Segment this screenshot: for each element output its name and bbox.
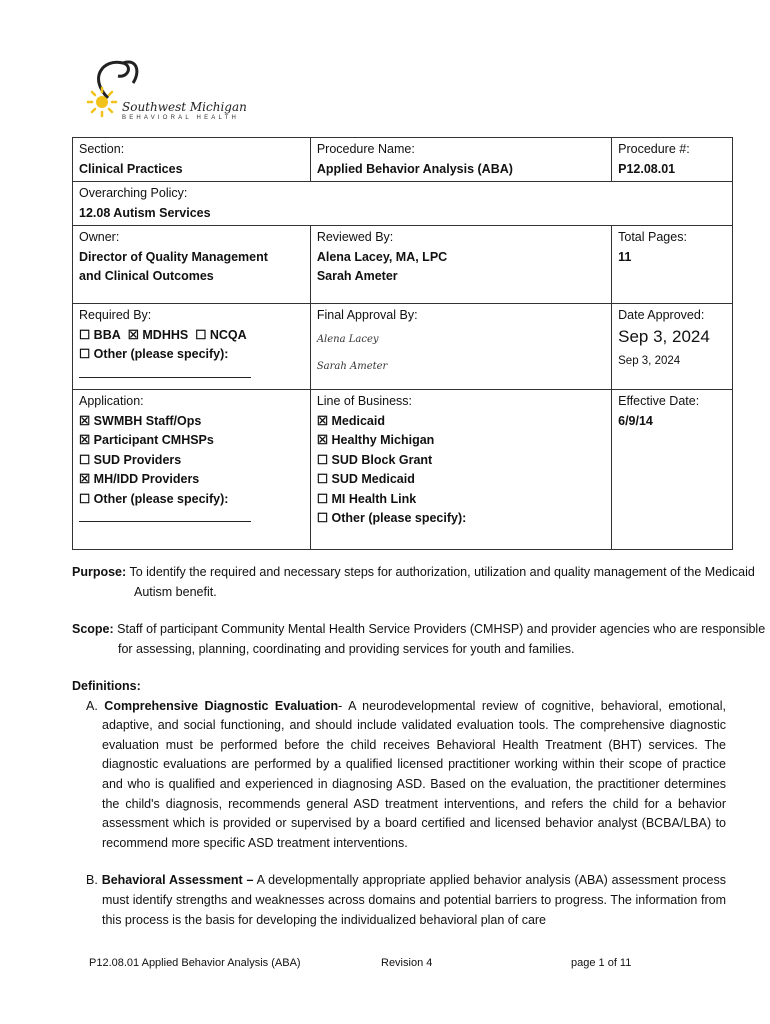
required-by-label: Required By: xyxy=(79,308,152,322)
total-pages-label: Total Pages: xyxy=(618,230,687,244)
procedure-number-value: P12.08.01 xyxy=(618,161,676,176)
checkbox-bba[interactable]: ☐ BBA xyxy=(79,327,121,342)
policy-label: Overarching Policy: xyxy=(79,186,188,200)
reviewer-2: Sarah Ameter xyxy=(316,269,398,283)
owner-value-line1: Director of Quality Management xyxy=(79,249,268,264)
definition-a-term: Comprehensive Diagnostic Evaluation xyxy=(104,698,339,713)
final-approval-cell xyxy=(310,304,611,390)
checkbox-ncqa[interactable]: ☐ NCQA xyxy=(195,327,247,342)
procedure-name-label: Procedure Name: xyxy=(316,142,415,156)
procedure-number-label: Procedure #: xyxy=(618,142,690,156)
definition-b-marker: B. xyxy=(86,873,98,888)
date-approved-cell xyxy=(612,304,733,390)
date-approved-label: Date Approved: xyxy=(618,308,705,322)
line-of-business-label: Line of Business: xyxy=(316,394,413,408)
procedure-name-cell xyxy=(310,138,611,182)
table-row xyxy=(73,226,733,304)
checkbox-mh-idd[interactable]: ☒ MH/IDD Providers xyxy=(79,472,200,486)
definitions-heading: Definitions: xyxy=(72,679,141,693)
checkbox-sud-block-grant[interactable]: ☐ SUD Block Grant xyxy=(316,452,433,467)
scope-text: Staff of participant Community Mental Health Service Providers (CMHSP) and provider agencies who are responsible for assessing, planning, coordinating and providing services for youth and families. xyxy=(117,622,766,656)
signature-1: Alena Lacey xyxy=(316,333,379,345)
purpose-paragraph xyxy=(72,563,770,602)
effective-date-label: Effective Date: xyxy=(618,394,700,408)
checkbox-app-other[interactable]: ☐ Other (please specify): xyxy=(79,491,229,506)
section-cell xyxy=(73,138,311,182)
checkbox-swmbh[interactable]: ☒ SWMBH Staff/Ops xyxy=(79,413,202,428)
owner-cell xyxy=(73,226,311,304)
effective-date-value: 6/9/14 xyxy=(618,413,653,428)
section-label: Section: xyxy=(79,142,125,156)
procedure-name-value: Applied Behavior Analysis (ABA) xyxy=(316,161,513,176)
specify-line[interactable] xyxy=(79,509,251,522)
definitions-section xyxy=(72,677,726,930)
reviewer-1: Alena Lacey, MA, LPC xyxy=(316,249,448,264)
checkbox-mdhhs[interactable]: ☒ MDHHS xyxy=(127,327,189,342)
signature-2: Sarah Ameter xyxy=(316,361,388,372)
definition-a-marker: A. xyxy=(86,698,98,713)
footer-revision: Revision 4 xyxy=(381,957,433,969)
line-of-business-cell xyxy=(310,390,611,550)
table-row xyxy=(73,138,733,182)
policy-value: 12.08 Autism Services xyxy=(79,205,211,220)
section-value: Clinical Practices xyxy=(79,161,183,176)
required-options xyxy=(79,326,304,346)
purpose-text: To identify the required and necessary steps for authorization, utilization and quality management of the Medicaid Autism benefit. xyxy=(129,565,755,599)
total-pages-cell xyxy=(612,226,733,304)
definition-a xyxy=(72,697,726,854)
checkbox-sud-medicaid[interactable]: ☐ SUD Medicaid xyxy=(316,472,415,486)
table-row xyxy=(73,390,733,550)
definition-a-text: - A neurodevelopmental review of cognitive, behavioral, emotional, adaptive, and social functioning, and should include validated evaluation tools. The comprehensive diagnostic evaluation must be performed before the child receives Behavioral Health Treatment (BHT) services. The diagnostic evaluations are performed by a qualified licensed practitioner working within their scope of practice and who is qualified and experienced in diagnosing ASD. Based on the evaluation, the practitioner determines the child's diagnosis, recommends general ASD treatment interventions, and refers the child for a behavior assessment which is provided or supervised by a board certified and licensed behavior analyst (BCBA/LBA) to recommend more specific ASD treatment interventions. xyxy=(102,698,726,850)
definition-b xyxy=(72,871,726,930)
checkbox-sud-providers[interactable]: ☐ SUD Providers xyxy=(79,452,182,467)
date-approved-value: Sep 3, 2024 xyxy=(618,326,710,346)
definition-b-text: A developmentally appropriate applied behavior analysis (ABA) assessment process must identify strengths and weaknesses across domains and potential barriers to progress. The information from this process is the basis for developing the individualized behavioral plan of care xyxy=(102,873,726,927)
checkbox-mi-health-link[interactable]: ☐ MI Health Link xyxy=(316,491,417,506)
required-by-cell xyxy=(73,304,311,390)
reviewed-label: Reviewed By: xyxy=(316,230,394,244)
policy-cell xyxy=(73,182,733,226)
checkbox-other[interactable]: ☐ Other (please specify): xyxy=(79,347,229,361)
owner-label: Owner: xyxy=(79,230,120,244)
checkbox-medicaid[interactable]: ☒ Medicaid xyxy=(316,413,385,428)
final-approval-label: Final Approval By: xyxy=(316,308,418,322)
checkbox-lob-other[interactable]: ☐ Other (please specify): xyxy=(316,511,467,525)
application-label: Application: xyxy=(79,394,144,408)
effective-date-cell xyxy=(612,390,733,550)
date-approved-small: Sep 3, 2024 xyxy=(618,354,681,367)
total-pages-value: 11 xyxy=(618,249,632,264)
logo-subtitle: BEHAVIORAL HEALTH xyxy=(122,115,239,121)
organization-logo xyxy=(78,58,248,128)
footer-document-title: P12.08.01 Applied Behavior Analysis (ABA) xyxy=(89,957,301,969)
checkbox-healthy-michigan[interactable]: ☒ Healthy Michigan xyxy=(316,433,435,447)
procedure-header-table xyxy=(72,137,733,550)
scope-paragraph xyxy=(72,620,770,659)
table-row xyxy=(73,304,733,390)
definition-b-term: Behavioral Assessment – xyxy=(101,873,254,888)
scope-label: Scope: xyxy=(72,622,114,636)
procedure-number-cell xyxy=(612,138,733,182)
footer-page-number: page 1 of 11 xyxy=(571,957,632,969)
reviewed-cell xyxy=(310,226,611,304)
specify-line[interactable] xyxy=(79,365,251,378)
table-row xyxy=(73,182,733,226)
logo-name: Southwest Michigan xyxy=(122,100,247,114)
application-cell xyxy=(73,390,311,550)
checkbox-cmhsps[interactable]: ☒ Participant CMHSPs xyxy=(79,433,214,447)
owner-value-line2: and Clinical Outcomes xyxy=(79,269,214,283)
purpose-label: Purpose: xyxy=(72,565,127,579)
